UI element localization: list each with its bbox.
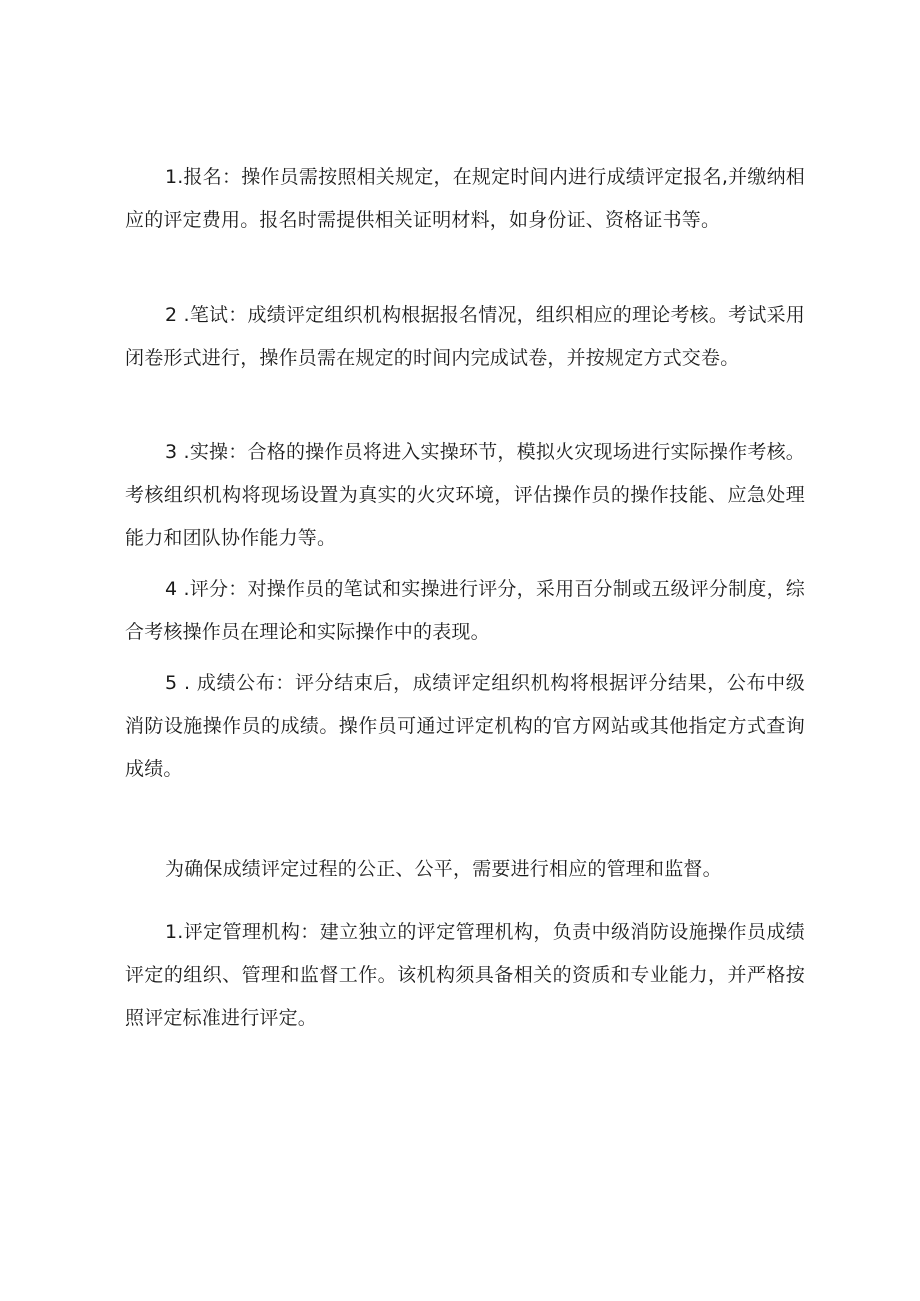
- paragraph-scoring: 4 .评分：对操作员的笔试和实操进行评分，采用百分制或五级评分制度，综合考核操作员在理论和实际操作中的表现。: [125, 578, 805, 643]
- paragraph-practical-exam: 3 .实操：合格的操作员将进入实操环节，模拟火灾现场进行实际操作考核。考核组织机构将现场设置为真实的火灾环境，评估操作员的操作技能、应急处理能力和团队协作能力等。: [125, 441, 805, 549]
- paragraph-written-exam: 2 .笔试：成绩评定组织机构根据报名情况，组织相应的理论考核。考试采用闭卷形式进行，操作员需在规定的时间内完成试卷，并按规定方式交卷。: [125, 304, 805, 369]
- paragraph-registration: 1.报名：操作员需按照相关规定，在规定时间内进行成绩评定报名,并缴纳相应的评定费用。报名时需提供相关证明材料，如身份证、资格证书等。: [125, 166, 805, 231]
- paragraph-management-body: 1.评定管理机构：建立独立的评定管理机构，负责中级消防设施操作员成绩评定的组织、管理和监督工作。该机构须具备相关的资质和专业能力，并严格按照评定标准进行评定。: [125, 921, 805, 1029]
- paragraph-management-intro: 为确保成绩评定过程的公正、公平，需要进行相应的管理和监督。: [165, 858, 722, 880]
- paragraph-results-announcement: 5 . 成绩公布：评分结束后，成绩评定组织机构将根据评分结果，公布中级消防设施操作员的成绩。操作员可通过评定机构的官方网站或其他指定方式查询成绩。: [125, 672, 805, 780]
